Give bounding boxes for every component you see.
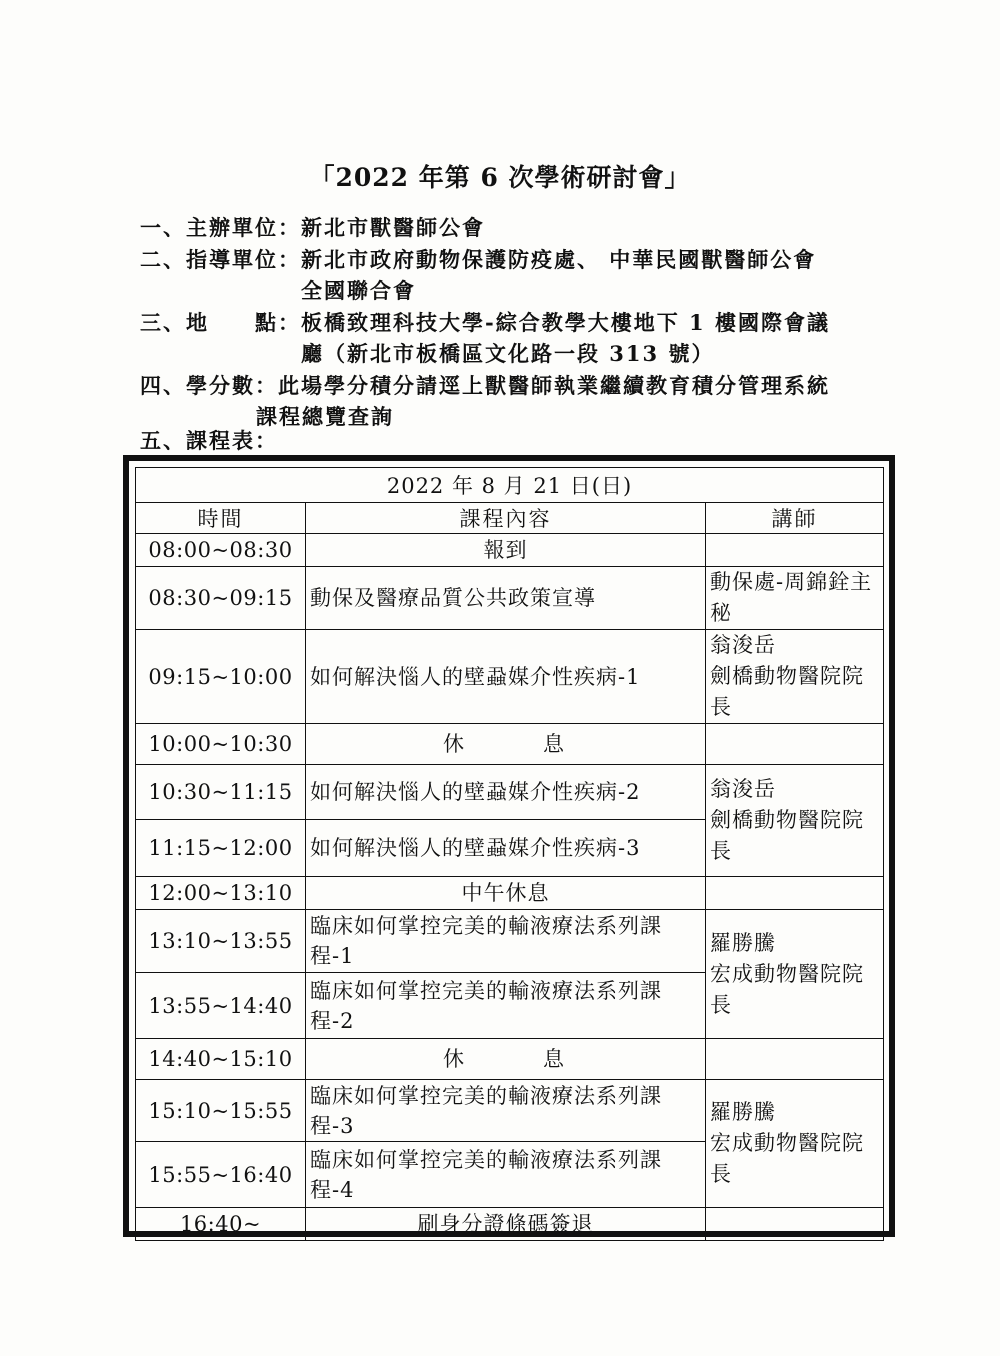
row-content: 如何解決惱人的壁蝨媒介性疾病-1 bbox=[306, 630, 706, 724]
info-location bbox=[140, 307, 860, 369]
header-content: 課程內容 bbox=[306, 503, 706, 534]
table-row bbox=[136, 724, 884, 765]
row-content: 如何解決惱人的壁蝨媒介性疾病-3 bbox=[306, 820, 706, 877]
row-speaker: 羅勝騰 宏成動物醫院院 長 bbox=[706, 910, 884, 1039]
info-value: 板橋致理科技大學-綜合教學大樓地下 1 樓國際會議 廳（新北市板橋區文化路一段 313 號） bbox=[301, 310, 830, 366]
schedule-table bbox=[135, 467, 884, 1241]
table-row bbox=[136, 534, 884, 567]
header-time: 時間 bbox=[136, 503, 306, 534]
info-label: 二、指導單位： bbox=[140, 247, 301, 272]
row-content: 休 息 bbox=[306, 724, 706, 765]
table-row bbox=[136, 765, 884, 820]
row-content: 臨床如何掌控完美的輸液療法系列課程-1 bbox=[306, 910, 706, 973]
row-content: 臨床如何掌控完美的輸液療法系列課程-3 bbox=[306, 1080, 706, 1142]
row-content: 臨床如何掌控完美的輸液療法系列課程-2 bbox=[306, 973, 706, 1039]
row-time: 10:00~10:30 bbox=[136, 724, 306, 765]
row-speaker: 翁浚岳 劍橋動物醫院院 長 bbox=[706, 765, 884, 877]
row-time: 08:00~08:30 bbox=[136, 534, 306, 567]
schedule-label: 五、課程表： bbox=[140, 428, 278, 453]
row-speaker: 翁浚岳 劍橋動物醫院院 長 bbox=[706, 630, 884, 724]
table-row bbox=[136, 1208, 884, 1241]
row-time: 15:10~15:55 bbox=[136, 1080, 306, 1142]
row-content: 如何解決惱人的壁蝨媒介性疾病-2 bbox=[306, 765, 706, 820]
info-value: 新北市獸醫師公會 bbox=[301, 215, 485, 240]
row-time: 08:30~09:15 bbox=[136, 567, 306, 630]
schedule-frame bbox=[123, 455, 895, 1237]
row-time: 16:40~ bbox=[136, 1208, 306, 1241]
row-speaker-empty bbox=[706, 1039, 884, 1080]
table-row bbox=[136, 1080, 884, 1142]
table-row bbox=[136, 910, 884, 973]
row-content: 報到 bbox=[306, 534, 706, 567]
table-header-row bbox=[136, 503, 884, 534]
row-speaker: 動保處-周錦銓主 秘 bbox=[706, 567, 884, 630]
row-speaker-empty bbox=[706, 1208, 884, 1241]
row-content: 中午休息 bbox=[306, 877, 706, 910]
info-value: 新北市政府動物保護防疫處、 中華民國獸醫師公會 全國聯合會 bbox=[301, 247, 817, 303]
row-speaker-empty bbox=[706, 724, 884, 765]
row-speaker-empty bbox=[706, 534, 884, 567]
row-content: 臨床如何掌控完美的輸液療法系列課程-4 bbox=[306, 1142, 706, 1208]
info-label: 三、地 點： bbox=[140, 310, 301, 335]
table-row bbox=[136, 567, 884, 630]
row-time: 13:55~14:40 bbox=[136, 973, 306, 1039]
info-label: 四、學分數： bbox=[140, 373, 278, 398]
info-label: 一、主辦單位： bbox=[140, 215, 301, 240]
row-time: 12:00~13:10 bbox=[136, 877, 306, 910]
row-content: 動保及醫療品質公共政策宣導 bbox=[306, 567, 706, 630]
table-row bbox=[136, 630, 884, 724]
row-content: 刷身分證條碼簽退 bbox=[306, 1208, 706, 1241]
row-content: 休 息 bbox=[306, 1039, 706, 1080]
table-row bbox=[136, 877, 884, 910]
event-info bbox=[140, 212, 860, 433]
table-row bbox=[136, 1039, 884, 1080]
row-time: 09:15~10:00 bbox=[136, 630, 306, 724]
row-time: 14:40~15:10 bbox=[136, 1039, 306, 1080]
info-credits bbox=[140, 370, 860, 432]
header-speaker: 講師 bbox=[706, 503, 884, 534]
row-time: 15:55~16:40 bbox=[136, 1142, 306, 1208]
row-time: 10:30~11:15 bbox=[136, 765, 306, 820]
row-time: 11:15~12:00 bbox=[136, 820, 306, 877]
row-speaker-empty bbox=[706, 877, 884, 910]
info-value: 此場學分積分請逕上獸醫師執業繼續教育積分管理系統 課程總覽查詢 bbox=[256, 373, 830, 429]
info-organizer bbox=[140, 212, 860, 243]
row-speaker: 羅勝騰 宏成動物醫院院 長 bbox=[706, 1080, 884, 1208]
info-supervisor bbox=[140, 244, 860, 306]
schedule-date: 2022 年 8 月 21 日(日) bbox=[136, 468, 884, 503]
row-time: 13:10~13:55 bbox=[136, 910, 306, 973]
document-title: 「2022 年第 6 次學術研討會」 bbox=[309, 163, 691, 192]
